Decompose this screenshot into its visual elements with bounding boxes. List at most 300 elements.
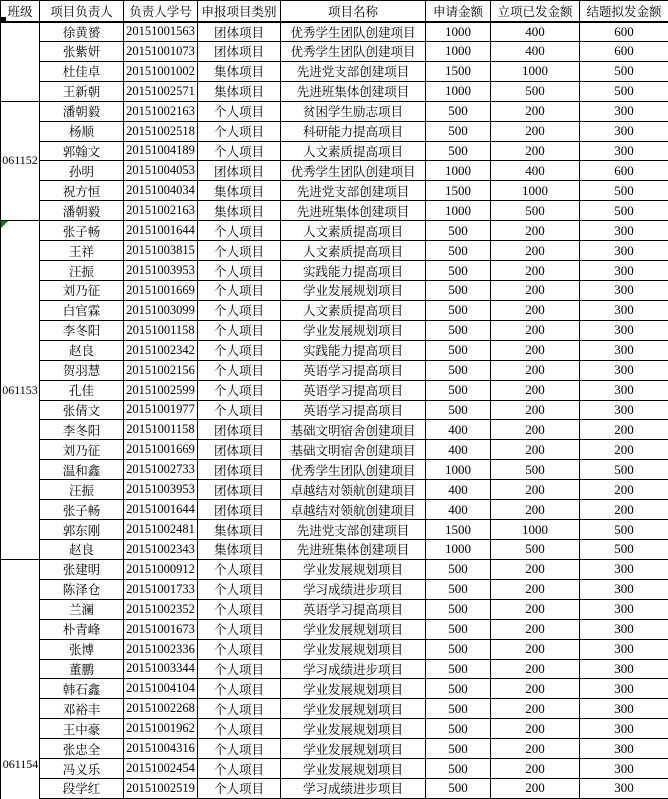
- column-header[interactable]: 项目负责人: [40, 1, 124, 22]
- column-header[interactable]: 立项已发金额: [491, 1, 580, 22]
- cell-issued-amount[interactable]: 200: [491, 679, 580, 699]
- cell-student-id[interactable]: 20151001644: [124, 221, 198, 241]
- cell-leader[interactable]: 刘乃征: [40, 440, 124, 460]
- cell-student-id[interactable]: 20151004034: [124, 181, 198, 201]
- cell-leader[interactable]: 王中豪: [40, 719, 124, 739]
- cell-leader[interactable]: 潘朝毅: [40, 201, 124, 221]
- cell-category[interactable]: 个人项目: [198, 639, 281, 659]
- cell-final-amount[interactable]: 300: [580, 759, 668, 779]
- cell-final-amount[interactable]: 200: [580, 440, 668, 460]
- cell-project-name[interactable]: 学习成绩进步项目: [281, 579, 426, 599]
- cell-apply-amount[interactable]: 1500: [426, 181, 491, 201]
- cell-final-amount[interactable]: 300: [580, 619, 668, 639]
- table-row: [1, 340, 668, 360]
- cell-apply-amount[interactable]: 1000: [426, 22, 491, 42]
- cell-apply-amount[interactable]: 500: [426, 699, 491, 719]
- cell-category[interactable]: 个人项目: [198, 699, 281, 719]
- cell-issued-amount[interactable]: 200: [491, 579, 580, 599]
- cell-project-name[interactable]: 优秀学生团队创建项目: [281, 460, 426, 480]
- cell-final-amount[interactable]: 300: [580, 141, 668, 161]
- cell-final-amount[interactable]: 300: [580, 599, 668, 619]
- cell-apply-amount[interactable]: 500: [426, 659, 491, 679]
- cell-project-name[interactable]: 人文素质提高项目: [281, 141, 426, 161]
- cell-leader[interactable]: 朴青峰: [40, 619, 124, 639]
- cell-leader[interactable]: 杨顺: [40, 121, 124, 141]
- cell-project-name[interactable]: 实践能力提高项目: [281, 261, 426, 281]
- cell-leader[interactable]: 孔佳: [40, 380, 124, 400]
- cell-project-name[interactable]: 英语学习提高项目: [281, 599, 426, 619]
- cell-issued-amount[interactable]: 1000: [491, 61, 580, 81]
- cell-project-name[interactable]: 先进班集体创建项目: [281, 81, 426, 101]
- cell-apply-amount[interactable]: 500: [426, 121, 491, 141]
- cell-category[interactable]: 个人项目: [198, 579, 281, 599]
- cell-student-id[interactable]: 20151002343: [124, 539, 198, 559]
- cell-issued-amount[interactable]: 200: [491, 639, 580, 659]
- cell-issued-amount[interactable]: 200: [491, 739, 580, 759]
- cell-leader[interactable]: 张建明: [40, 559, 124, 579]
- cell-apply-amount[interactable]: 500: [426, 559, 491, 579]
- cell-apply-amount[interactable]: 1000: [426, 161, 491, 181]
- cell-issued-amount[interactable]: 200: [491, 440, 580, 460]
- cell-final-amount[interactable]: 200: [580, 480, 668, 500]
- cell-final-amount[interactable]: 300: [580, 340, 668, 360]
- cell-issued-amount[interactable]: 200: [491, 101, 580, 121]
- cell-leader[interactable]: 徐黄赟: [40, 22, 124, 42]
- cell-project-name[interactable]: 学业发展规划项目: [281, 699, 426, 719]
- cell-student-id[interactable]: 20151003815: [124, 241, 198, 261]
- cell-apply-amount[interactable]: 400: [426, 420, 491, 440]
- cell-student-id[interactable]: 20151001563: [124, 22, 198, 42]
- cell-final-amount[interactable]: 300: [580, 121, 668, 141]
- cell-student-id[interactable]: 20151003099: [124, 300, 198, 320]
- cell-final-amount[interactable]: 300: [580, 241, 668, 261]
- cell-project-name[interactable]: 学习成绩进步项目: [281, 659, 426, 679]
- column-header[interactable]: 项目名称: [281, 1, 426, 22]
- cell-leader[interactable]: 邓裕丰: [40, 699, 124, 719]
- cell-category[interactable]: 个人项目: [198, 619, 281, 639]
- cell-issued-amount[interactable]: 400: [491, 41, 580, 61]
- column-header[interactable]: 负责人学号: [124, 1, 198, 22]
- cell-project-name[interactable]: 学业发展规划项目: [281, 619, 426, 639]
- cell-category[interactable]: 个人项目: [198, 659, 281, 679]
- cell-student-id[interactable]: 20151001733: [124, 579, 198, 599]
- cell-final-amount[interactable]: 300: [580, 360, 668, 380]
- cell-category[interactable]: 个人项目: [198, 559, 281, 579]
- cell-issued-amount[interactable]: 200: [491, 261, 580, 281]
- cell-project-name[interactable]: 人文素质提高项目: [281, 241, 426, 261]
- cell-category[interactable]: 个人项目: [198, 241, 281, 261]
- cell-student-id[interactable]: 20151003953: [124, 261, 198, 281]
- column-header[interactable]: 班级: [1, 1, 40, 22]
- cell-category[interactable]: 集体项目: [198, 520, 281, 540]
- cell-apply-amount[interactable]: 500: [426, 400, 491, 420]
- cell-leader[interactable]: 段学红: [40, 779, 124, 799]
- cell-final-amount[interactable]: 300: [580, 699, 668, 719]
- cell-final-amount[interactable]: 300: [580, 719, 668, 739]
- cell-final-amount[interactable]: 300: [580, 280, 668, 300]
- cell-issued-amount[interactable]: 200: [491, 380, 580, 400]
- cell-issued-amount[interactable]: 1000: [491, 181, 580, 201]
- cell-category[interactable]: 个人项目: [198, 719, 281, 739]
- cell-category[interactable]: 个人项目: [198, 759, 281, 779]
- column-header[interactable]: 申请金额: [426, 1, 491, 22]
- table-row: [1, 639, 668, 659]
- cell-leader[interactable]: 张子畅: [40, 221, 124, 241]
- cell-issued-amount[interactable]: 400: [491, 161, 580, 181]
- cell-student-id[interactable]: 20151002156: [124, 360, 198, 380]
- cell-category[interactable]: 集体项目: [198, 61, 281, 81]
- cell-student-id[interactable]: 20151001962: [124, 719, 198, 739]
- cell-final-amount[interactable]: 300: [580, 380, 668, 400]
- cell-issued-amount[interactable]: 200: [491, 241, 580, 261]
- cell-apply-amount[interactable]: 1000: [426, 460, 491, 480]
- cell-apply-amount[interactable]: 500: [426, 579, 491, 599]
- cell-leader[interactable]: 汪振: [40, 480, 124, 500]
- cell-final-amount[interactable]: 300: [580, 261, 668, 281]
- cell-student-id[interactable]: 20151001669: [124, 440, 198, 460]
- cell-leader[interactable]: 韩石鑫: [40, 679, 124, 699]
- cell-apply-amount[interactable]: 500: [426, 360, 491, 380]
- cell-student-id[interactable]: 20151001644: [124, 500, 198, 520]
- cell-student-id[interactable]: 20151003953: [124, 480, 198, 500]
- cell-project-name[interactable]: 人文素质提高项目: [281, 221, 426, 241]
- cell-issued-amount[interactable]: 200: [491, 500, 580, 520]
- cell-student-id[interactable]: 20151002571: [124, 81, 198, 101]
- cell-issued-amount[interactable]: 1000: [491, 520, 580, 540]
- cell-project-name[interactable]: 学业发展规划项目: [281, 320, 426, 340]
- cell-issued-amount[interactable]: 200: [491, 320, 580, 340]
- table-row: [1, 280, 668, 300]
- cell-issued-amount[interactable]: 200: [491, 599, 580, 619]
- cell-apply-amount[interactable]: 500: [426, 280, 491, 300]
- cell-leader[interactable]: 张博: [40, 639, 124, 659]
- cell-apply-amount[interactable]: 400: [426, 440, 491, 460]
- cell-leader[interactable]: 冯义乐: [40, 759, 124, 779]
- cell-leader[interactable]: 王祥: [40, 241, 124, 261]
- cell-issued-amount[interactable]: 200: [491, 360, 580, 380]
- cell-project-name[interactable]: 英语学习提高项目: [281, 360, 426, 380]
- cell-issued-amount[interactable]: 200: [491, 480, 580, 500]
- cell-apply-amount[interactable]: 400: [426, 500, 491, 520]
- cell-category[interactable]: 个人项目: [198, 320, 281, 340]
- cell-category[interactable]: 个人项目: [198, 380, 281, 400]
- cell-final-amount[interactable]: 300: [580, 659, 668, 679]
- table-header: [1, 1, 668, 22]
- table-row: [1, 101, 668, 121]
- cell-student-id[interactable]: 20151002352: [124, 599, 198, 619]
- cell-student-id[interactable]: 20151001669: [124, 280, 198, 300]
- cell-issued-amount[interactable]: 200: [491, 659, 580, 679]
- cell-class[interactable]: 061152: [1, 101, 40, 221]
- cell-issued-amount[interactable]: 200: [491, 280, 580, 300]
- cell-final-amount[interactable]: 200: [580, 500, 668, 520]
- cell-final-amount[interactable]: 300: [580, 221, 668, 241]
- cell-issued-amount[interactable]: 500: [491, 81, 580, 101]
- cell-final-amount[interactable]: 500: [580, 61, 668, 81]
- cell-leader[interactable]: 张紫妍: [40, 41, 124, 61]
- cell-category[interactable]: 团体项目: [198, 22, 281, 42]
- cell-apply-amount[interactable]: 500: [426, 340, 491, 360]
- cell-category[interactable]: 集体项目: [198, 539, 281, 559]
- cell-class[interactable]: [1, 22, 40, 102]
- cell-project-name[interactable]: 优秀学生团队创建项目: [281, 22, 426, 42]
- cell-apply-amount[interactable]: 1000: [426, 41, 491, 61]
- cell-class[interactable]: 061153: [1, 221, 40, 560]
- table-row: [1, 500, 668, 520]
- cell-project-name[interactable]: 基础文明宿舍创建项目: [281, 440, 426, 460]
- cell-final-amount[interactable]: 300: [580, 559, 668, 579]
- cell-student-id[interactable]: 20151002454: [124, 759, 198, 779]
- cell-apply-amount[interactable]: 500: [426, 619, 491, 639]
- table-row: [1, 520, 668, 540]
- cell-apply-amount[interactable]: 500: [426, 679, 491, 699]
- cell-leader[interactable]: 张忠全: [40, 739, 124, 759]
- cell-category[interactable]: 团体项目: [198, 460, 281, 480]
- cell-project-name[interactable]: 实践能力提高项目: [281, 340, 426, 360]
- cell-student-id[interactable]: 20151002518: [124, 121, 198, 141]
- cell-issued-amount[interactable]: 500: [491, 460, 580, 480]
- cell-apply-amount[interactable]: 500: [426, 320, 491, 340]
- cell-issued-amount[interactable]: 400: [491, 22, 580, 42]
- cell-apply-amount[interactable]: 400: [426, 480, 491, 500]
- cell-project-name[interactable]: 学业发展规划项目: [281, 679, 426, 699]
- cell-leader[interactable]: 汪振: [40, 261, 124, 281]
- table-row: [1, 679, 668, 699]
- cell-final-amount[interactable]: 300: [580, 320, 668, 340]
- cell-apply-amount[interactable]: 1500: [426, 61, 491, 81]
- cell-leader[interactable]: 陈泽仓: [40, 579, 124, 599]
- cell-leader[interactable]: 兰澜: [40, 599, 124, 619]
- cell-project-name[interactable]: 学业发展规划项目: [281, 719, 426, 739]
- cell-category[interactable]: 个人项目: [198, 141, 281, 161]
- cell-project-name[interactable]: 优秀学生团队创建项目: [281, 41, 426, 61]
- cell-leader[interactable]: 祝方恒: [40, 181, 124, 201]
- cell-leader[interactable]: 张子畅: [40, 500, 124, 520]
- cell-final-amount[interactable]: 500: [580, 460, 668, 480]
- cell-final-amount[interactable]: 500: [580, 201, 668, 221]
- cell-apply-amount[interactable]: 500: [426, 739, 491, 759]
- cell-project-name[interactable]: 科研能力提高项目: [281, 121, 426, 141]
- cell-leader[interactable]: 郭东刚: [40, 520, 124, 540]
- cell-apply-amount[interactable]: 500: [426, 101, 491, 121]
- cell-leader[interactable]: 王新朝: [40, 81, 124, 101]
- cell-project-name[interactable]: 优秀学生团队创建项目: [281, 161, 426, 181]
- cell-category[interactable]: 个人项目: [198, 340, 281, 360]
- cell-issued-amount[interactable]: 200: [491, 719, 580, 739]
- cell-final-amount[interactable]: 300: [580, 579, 668, 599]
- cell-issued-amount[interactable]: 200: [491, 121, 580, 141]
- cell-project-name[interactable]: 先进班集体创建项目: [281, 201, 426, 221]
- cell-apply-amount[interactable]: 1500: [426, 520, 491, 540]
- cell-leader[interactable]: 刘乃征: [40, 280, 124, 300]
- cell-student-id[interactable]: 20151002336: [124, 639, 198, 659]
- cell-final-amount[interactable]: 300: [580, 779, 668, 799]
- cell-category[interactable]: 个人项目: [198, 280, 281, 300]
- cell-student-id[interactable]: 20151002268: [124, 699, 198, 719]
- cell-student-id[interactable]: 20151002519: [124, 779, 198, 799]
- cell-issued-amount[interactable]: 500: [491, 539, 580, 559]
- cell-student-id[interactable]: 20151001977: [124, 400, 198, 420]
- cell-leader[interactable]: 孙明: [40, 161, 124, 181]
- cell-final-amount[interactable]: 600: [580, 161, 668, 181]
- table-row: [1, 241, 668, 261]
- cell-project-name[interactable]: 先进班集体创建项目: [281, 539, 426, 559]
- cell-project-name[interactable]: 学业发展规划项目: [281, 280, 426, 300]
- cell-apply-amount[interactable]: 500: [426, 241, 491, 261]
- cell-issued-amount[interactable]: 200: [491, 400, 580, 420]
- cell-student-id[interactable]: 20151004316: [124, 739, 198, 759]
- cell-category[interactable]: 团体项目: [198, 161, 281, 181]
- cell-leader[interactable]: 白官霖: [40, 300, 124, 320]
- cell-student-id[interactable]: 20151001073: [124, 41, 198, 61]
- cell-category[interactable]: 个人项目: [198, 360, 281, 380]
- cell-leader[interactable]: 杜佳卓: [40, 61, 124, 81]
- cell-category[interactable]: 团体项目: [198, 480, 281, 500]
- cell-student-id[interactable]: 20151002342: [124, 340, 198, 360]
- cell-project-name[interactable]: 基础文明宿舍创建项目: [281, 420, 426, 440]
- cell-category[interactable]: 个人项目: [198, 779, 281, 799]
- table-row: [1, 619, 668, 639]
- table-row: [1, 759, 668, 779]
- cell-apply-amount[interactable]: 500: [426, 719, 491, 739]
- cell-final-amount[interactable]: 500: [580, 539, 668, 559]
- cell-issued-amount[interactable]: 200: [491, 559, 580, 579]
- cell-issued-amount[interactable]: 200: [491, 340, 580, 360]
- cell-project-name[interactable]: 英语学习提高项目: [281, 400, 426, 420]
- cell-final-amount[interactable]: 500: [580, 81, 668, 101]
- cell-category[interactable]: 集体项目: [198, 81, 281, 101]
- column-header[interactable]: 申报项目类别: [198, 1, 281, 22]
- cell-leader[interactable]: 潘朝毅: [40, 101, 124, 121]
- cell-final-amount[interactable]: 200: [580, 420, 668, 440]
- cell-student-id[interactable]: 20151002163: [124, 101, 198, 121]
- cell-final-amount[interactable]: 300: [580, 639, 668, 659]
- cell-student-id[interactable]: 20151003344: [124, 659, 198, 679]
- table-row: [1, 181, 668, 201]
- cell-category[interactable]: 团体项目: [198, 500, 281, 520]
- cell-project-name[interactable]: 卓越结对领航创建项目: [281, 500, 426, 520]
- cell-apply-amount[interactable]: 500: [426, 639, 491, 659]
- cell-issued-amount[interactable]: 200: [491, 420, 580, 440]
- cell-final-amount[interactable]: 500: [580, 181, 668, 201]
- cell-final-amount[interactable]: 300: [580, 400, 668, 420]
- cell-apply-amount[interactable]: 500: [426, 759, 491, 779]
- cell-category[interactable]: 个人项目: [198, 679, 281, 699]
- cell-apply-amount[interactable]: 500: [426, 261, 491, 281]
- cell-apply-amount[interactable]: 500: [426, 599, 491, 619]
- cell-category[interactable]: 个人项目: [198, 221, 281, 241]
- cell-leader[interactable]: 董鹏: [40, 659, 124, 679]
- table-row: [1, 659, 668, 679]
- cell-student-id[interactable]: 20151002481: [124, 520, 198, 540]
- cell-issued-amount[interactable]: 200: [491, 699, 580, 719]
- cell-project-name[interactable]: 人文素质提高项目: [281, 300, 426, 320]
- cell-project-name[interactable]: 学习成绩进步项目: [281, 779, 426, 799]
- cell-leader[interactable]: 张倩文: [40, 400, 124, 420]
- cell-category[interactable]: 个人项目: [198, 101, 281, 121]
- cell-apply-amount[interactable]: 1000: [426, 81, 491, 101]
- cell-final-amount[interactable]: 600: [580, 41, 668, 61]
- cell-student-id[interactable]: 20151004053: [124, 161, 198, 181]
- cell-final-amount[interactable]: 300: [580, 739, 668, 759]
- column-header[interactable]: 结题拟发金额: [580, 1, 668, 22]
- cell-final-amount[interactable]: 600: [580, 22, 668, 42]
- cell-final-amount[interactable]: 300: [580, 101, 668, 121]
- cell-project-name[interactable]: 先进党支部创建项目: [281, 520, 426, 540]
- cell-issued-amount[interactable]: 200: [491, 779, 580, 799]
- cell-student-id[interactable]: 20151001673: [124, 619, 198, 639]
- cell-issued-amount[interactable]: 200: [491, 221, 580, 241]
- cell-student-id[interactable]: 20151002599: [124, 380, 198, 400]
- cell-leader[interactable]: 郭翰文: [40, 141, 124, 161]
- cell-project-name[interactable]: 先进党支部创建项目: [281, 61, 426, 81]
- cell-category[interactable]: 集体项目: [198, 201, 281, 221]
- table-row: [1, 559, 668, 579]
- cell-apply-amount[interactable]: 500: [426, 300, 491, 320]
- cell-apply-amount[interactable]: 1000: [426, 201, 491, 221]
- cell-final-amount[interactable]: 300: [580, 300, 668, 320]
- cell-final-amount[interactable]: 300: [580, 679, 668, 699]
- cell-apply-amount[interactable]: 500: [426, 380, 491, 400]
- cell-apply-amount[interactable]: 1000: [426, 539, 491, 559]
- cell-final-amount[interactable]: 500: [580, 520, 668, 540]
- cell-category[interactable]: 团体项目: [198, 440, 281, 460]
- cell-leader[interactable]: 李冬阳: [40, 420, 124, 440]
- cell-leader[interactable]: 温和鑫: [40, 460, 124, 480]
- cell-category[interactable]: 个人项目: [198, 121, 281, 141]
- cell-project-name[interactable]: 贫困学生励志项目: [281, 101, 426, 121]
- cell-apply-amount[interactable]: 500: [426, 141, 491, 161]
- cell-issued-amount[interactable]: 200: [491, 619, 580, 639]
- cell-apply-amount[interactable]: 500: [426, 221, 491, 241]
- cell-issued-amount[interactable]: 500: [491, 201, 580, 221]
- table-row: [1, 420, 668, 440]
- cell-leader[interactable]: 贺羽慧: [40, 360, 124, 380]
- cell-category[interactable]: 个人项目: [198, 739, 281, 759]
- cell-issued-amount[interactable]: 200: [491, 300, 580, 320]
- cell-student-id[interactable]: 20151001158: [124, 320, 198, 340]
- cell-category[interactable]: 个人项目: [198, 599, 281, 619]
- cell-leader[interactable]: 李冬阳: [40, 320, 124, 340]
- cell-project-name[interactable]: 先进党支部创建项目: [281, 181, 426, 201]
- cell-apply-amount[interactable]: 500: [426, 779, 491, 799]
- cell-student-id[interactable]: 20151002163: [124, 201, 198, 221]
- table-row: [1, 699, 668, 719]
- cell-project-name[interactable]: 英语学习提高项目: [281, 380, 426, 400]
- cell-category[interactable]: 个人项目: [198, 300, 281, 320]
- cell-category[interactable]: 团体项目: [198, 41, 281, 61]
- cell-student-id[interactable]: 20151004104: [124, 679, 198, 699]
- cell-project-name[interactable]: 卓越结对领航创建项目: [281, 480, 426, 500]
- cell-project-name[interactable]: 学业发展规划项目: [281, 739, 426, 759]
- cell-student-id[interactable]: 20151002733: [124, 460, 198, 480]
- cell-student-id[interactable]: 20151001158: [124, 420, 198, 440]
- cell-issued-amount[interactable]: 200: [491, 141, 580, 161]
- cell-category[interactable]: 个人项目: [198, 261, 281, 281]
- cell-leader[interactable]: 赵良: [40, 539, 124, 559]
- cell-leader[interactable]: 赵良: [40, 340, 124, 360]
- cell-project-name[interactable]: 学业发展规划项目: [281, 639, 426, 659]
- cell-category[interactable]: 个人项目: [198, 400, 281, 420]
- cell-category[interactable]: 团体项目: [198, 420, 281, 440]
- cell-project-name[interactable]: 学业发展规划项目: [281, 759, 426, 779]
- cell-student-id[interactable]: 20151001002: [124, 61, 198, 81]
- cell-issued-amount[interactable]: 200: [491, 759, 580, 779]
- cell-project-name[interactable]: 学业发展规划项目: [281, 559, 426, 579]
- cell-student-id[interactable]: 20151004189: [124, 141, 198, 161]
- cell-category[interactable]: 集体项目: [198, 181, 281, 201]
- cell-student-id[interactable]: 20151000912: [124, 559, 198, 579]
